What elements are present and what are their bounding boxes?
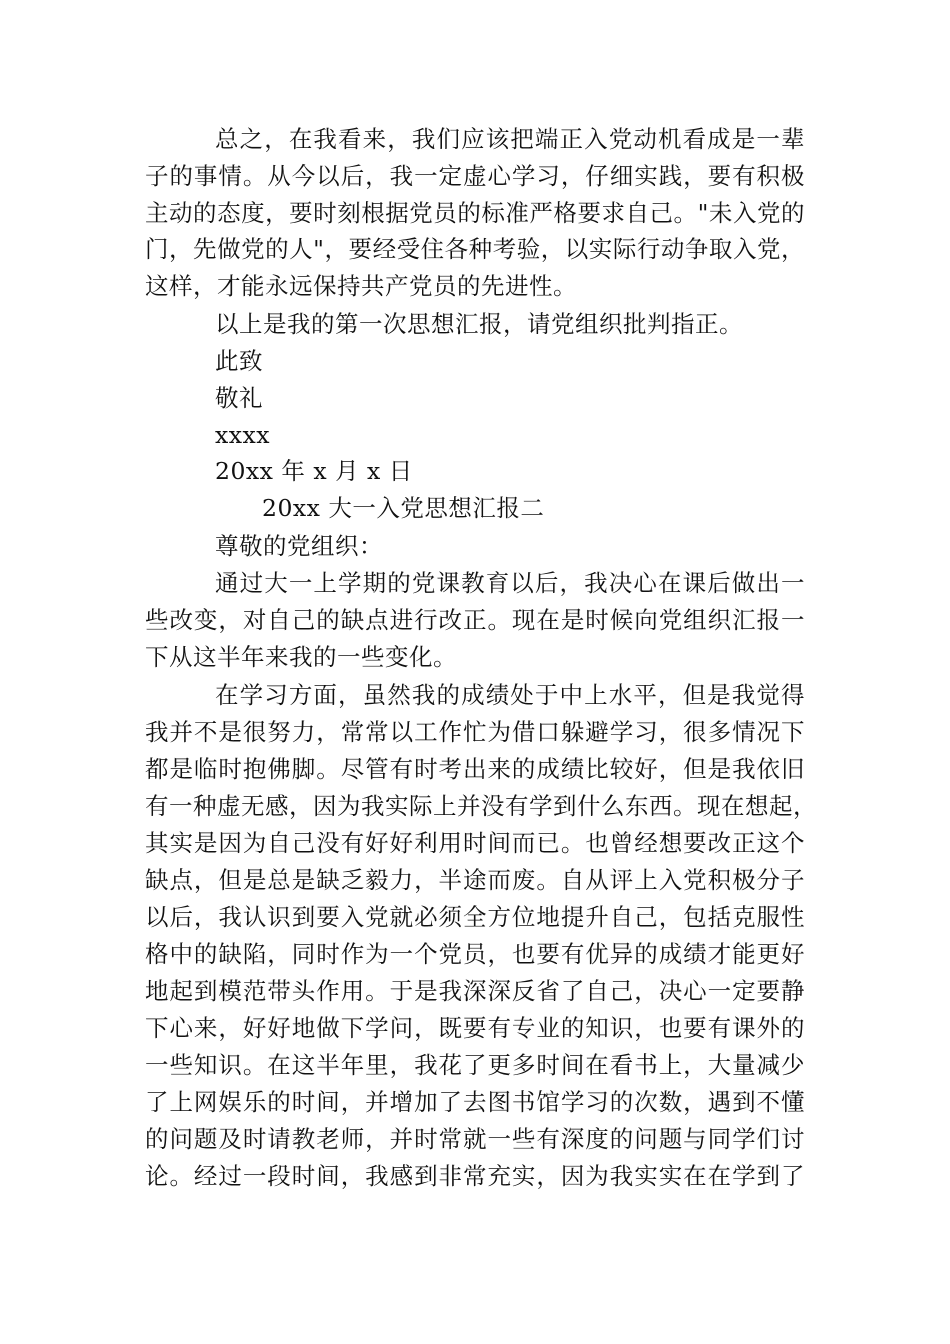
paragraph-line: 地起到模范带头作用。于是我深深反省了自己，决心一定要静 (145, 977, 805, 1005)
paragraph-line: 主动的态度，要时刻根据党员的标准严格要求自己。"未入党的 (145, 199, 805, 227)
paragraph-line: 子的事情。从今以后，我一定虚心学习，仔细实践，要有积极 (145, 162, 805, 190)
paragraph-line: 下心来，好好地做下学问，既要有专业的知识，也要有课外的 (145, 1014, 805, 1042)
closing-statement: 以上是我的第一次思想汇报，请党组织批判指正。 (215, 310, 743, 338)
paragraph-line: 格中的缺陷，同时作为一个党员，也要有优异的成绩才能更好 (145, 940, 805, 968)
signature-name: xxxx (215, 421, 271, 449)
paragraph-line: 通过大一上学期的党课教育以后，我决心在课后做出一 (215, 569, 805, 597)
paragraph-line: 有一种虚无感，因为我实际上并没有学到什么东西。现在想起， (145, 792, 817, 820)
greeting: 尊敬的党组织： (215, 532, 383, 560)
paragraph-line: 些改变，对自己的缺点进行改正。现在是时候向党组织汇报一 (145, 606, 805, 634)
salutation-regards: 敬礼 (215, 384, 263, 412)
paragraph-line: 一些知识。在这半年里，我花了更多时间在看书上，大量减少 (145, 1051, 805, 1079)
paragraph-line: 的问题及时请教老师，并时常就一些有深度的问题与同学们讨 (145, 1125, 805, 1153)
paragraph-line: 在学习方面，虽然我的成绩处于中上水平，但是我觉得 (215, 681, 805, 709)
section-title: 20xx 大一入党思想汇报二 (262, 494, 545, 522)
paragraph-line: 论。经过一段时间，我感到非常充实，因为我实实在在学到了 (145, 1162, 805, 1190)
paragraph-line: 总之，在我看来，我们应该把端正入党动机看成是一辈 (215, 125, 805, 153)
paragraph-line: 门，先做党的人"，要经受住各种考验，以实际行动争取入党， (145, 235, 805, 263)
paragraph-line: 都是临时抱佛脚。尽管有时考出来的成绩比较好，但是我依旧 (145, 755, 805, 783)
paragraph-line: 下从这半年来我的一些变化。 (145, 643, 457, 671)
paragraph-line: 这样，才能永远保持共产党员的先进性。 (145, 272, 577, 300)
paragraph-line: 以后，我认识到要入党就必须全方位地提升自己，包括克服性 (145, 903, 805, 931)
signature-date: 20xx 年 x 月 x 日 (215, 457, 413, 485)
salutation-closing: 此致 (215, 347, 263, 375)
paragraph-line: 缺点，但是总是缺乏毅力，半途而废。自从评上入党积极分子 (145, 866, 805, 894)
paragraph-line: 其实是因为自己没有好好利用时间而已。也曾经想要改正这个 (145, 829, 805, 857)
paragraph-line: 我并不是很努力，常常以工作忙为借口躲避学习，很多情况下 (145, 718, 805, 746)
paragraph-line: 了上网娱乐的时间，并增加了去图书馆学习的次数，遇到不懂 (145, 1088, 805, 1116)
